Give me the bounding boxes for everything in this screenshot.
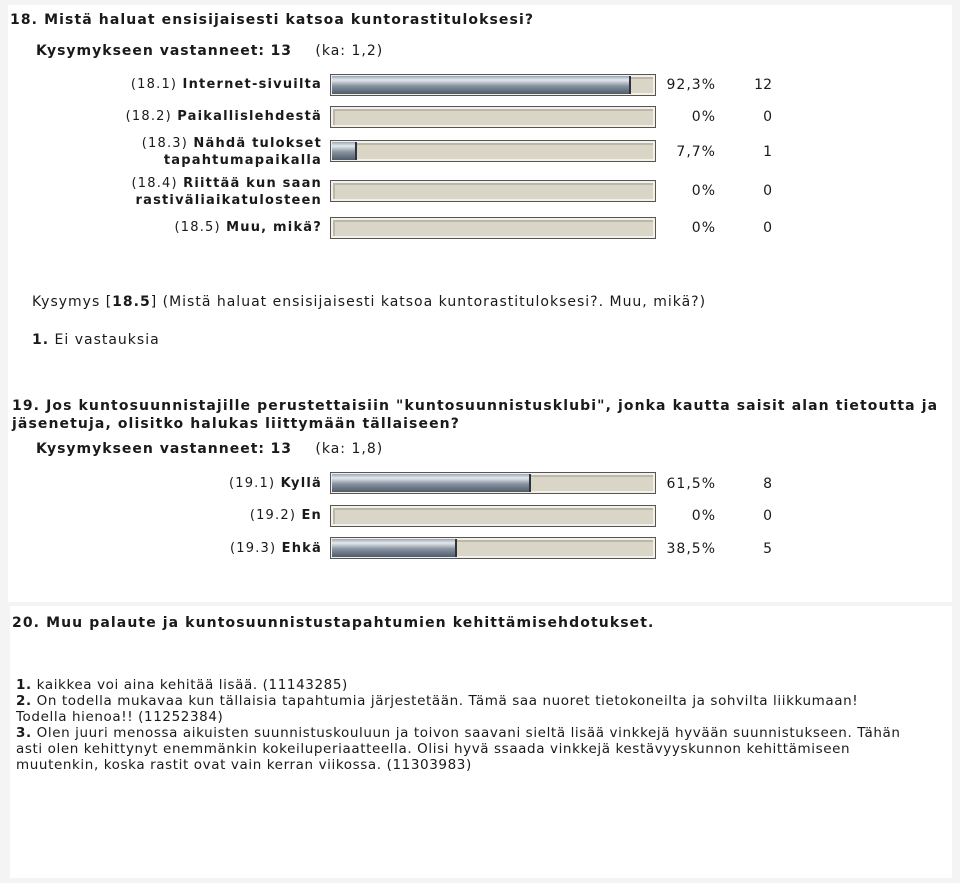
question-19-title-line1: 19. Jos kuntosuunnistajille perustettaisiin "kuntosuunnistusklubi", jonka kautta saisit alan tietoutta ja [12, 398, 939, 414]
option-18-2-percent: 0% [691, 109, 716, 125]
option-18-4-bar [330, 180, 656, 202]
option-19-3-bar-fill [332, 539, 457, 557]
response-text: Olen juuri menossa aikuisten suunnistuskouluun ja toivon saavani sieltä lisää vinkkejä hyvään suunnistukseen. Tähän asti olen kehittynyt enemmänkin kokeiluperiaatteella. Olisi hyvä ssaada vinkkejä kestävyyskunnon kehittämiseen muutenkin, koska rastit ovat vain kerran viikossa. (11303983) [16, 725, 901, 773]
respondents-count: 13 [270, 43, 292, 59]
option-19-1-percent: 61,5% [666, 476, 716, 492]
option-18-5-label [16, 219, 322, 236]
option-code: (18.5) [174, 220, 221, 235]
option-19-3-count: 5 [763, 541, 772, 557]
option-18-1-percent: 92,3% [666, 77, 716, 93]
option-19-1-bar [330, 472, 656, 494]
option-text: Paikallislehdestä [177, 109, 322, 124]
option-18-1-bar-fill [332, 76, 631, 94]
option-text: Ehkä [281, 541, 322, 556]
option-19-1-label [16, 475, 322, 492]
option-18-4-percent: 0% [691, 183, 716, 199]
option-18-4-count: 0 [763, 183, 772, 199]
response-1 [16, 677, 916, 693]
response-number: 1. [16, 677, 32, 693]
option-18-3-bar [330, 140, 656, 162]
option-code: (18.3) [141, 136, 189, 151]
respondents-count: 13 [270, 441, 292, 457]
respondents-label: Kysymykseen vastanneet: [36, 441, 265, 457]
option-19-3-label [16, 540, 322, 557]
sub-answer-text: Ei vastauksia [54, 332, 160, 348]
option-19-2-label [16, 507, 322, 524]
option-code: (19.2) [249, 508, 297, 523]
option-19-2-count: 0 [763, 508, 772, 524]
sub-question-18-5 [32, 294, 706, 310]
option-text: En [301, 508, 322, 523]
option-18-3-percent: 7,7% [676, 144, 716, 160]
option-18-3-label [16, 135, 322, 169]
option-18-2-label [16, 108, 322, 125]
option-18-2-count: 0 [763, 109, 772, 125]
sub-question-prefix: Kysymys [ [32, 294, 113, 310]
option-18-3-bar-fill [332, 142, 357, 160]
option-18-5-percent: 0% [691, 220, 716, 236]
option-code: (19.1) [228, 476, 276, 491]
response-number: 2. [16, 693, 32, 709]
option-18-5-bar [330, 217, 656, 239]
question-18-title: 18. Mistä haluat ensisijaisesti katsoa kuntorastituloksesi? [10, 12, 535, 28]
option-18-1-label [16, 76, 322, 93]
option-code: (18.1) [130, 77, 178, 92]
option-code: (18.2) [125, 109, 172, 124]
option-18-4-label [16, 175, 322, 209]
option-code: (19.3) [230, 541, 277, 556]
question-19-respondents [36, 441, 383, 457]
question-19-title-line2: jäsenetuja, olisitko halukas liittymään tällaiseen? [12, 416, 460, 432]
option-19-2-percent: 0% [691, 508, 716, 524]
option-19-1-count: 8 [763, 476, 772, 492]
option-text-line1: Nähdä tulokset [193, 136, 322, 151]
option-text-line2: tapahtumapaikalla [163, 153, 322, 168]
question-20-title: 20. Muu palaute ja kuntosuunnistustapahtumien kehittämisehdotukset. [12, 615, 655, 631]
option-code: (18.4) [131, 176, 178, 191]
option-19-3-percent: 38,5% [666, 541, 716, 557]
response-3 [16, 725, 906, 773]
option-text: Muu, mikä? [226, 220, 322, 235]
option-text: Internet-sivuilta [182, 77, 322, 92]
sub-question-suffix: ] (Mistä haluat ensisijaisesti katsoa kuntorastituloksesi?. Muu, mikä?) [150, 294, 707, 310]
option-text-line2: rastiväliaikatulosteen [135, 193, 322, 208]
option-18-5-count: 0 [763, 220, 772, 236]
response-text: On todella mukavaa kun tällaisia tapahtumia järjestetään. Tämä saa nuoret tietokoneilta ja sohvilta liikkumaan! Todella hienoa!! (11252384) [16, 693, 859, 725]
option-18-2-bar [330, 106, 656, 128]
option-18-1-bar [330, 74, 656, 96]
average-value: (ka: 1,2) [315, 43, 384, 59]
option-19-3-bar [330, 537, 656, 559]
option-19-1-bar-fill [332, 474, 531, 492]
average-value: (ka: 1,8) [315, 441, 384, 457]
respondents-label: Kysymykseen vastanneet: [36, 43, 265, 59]
sub-answer-number: 1. [32, 332, 50, 348]
response-number: 3. [16, 725, 32, 741]
response-2 [16, 693, 866, 725]
option-18-1-count: 12 [754, 77, 772, 93]
option-19-2-bar [330, 505, 656, 527]
option-text-line1: Riittää kun saan [183, 176, 322, 191]
sub-question-code: 18.5 [112, 294, 151, 310]
question-18-respondents [36, 43, 383, 59]
option-18-3-count: 1 [763, 144, 772, 160]
sub-answer [32, 332, 160, 348]
option-text: Kyllä [280, 476, 322, 491]
response-text: kaikkea voi aina kehitää lisää. (11143285) [36, 677, 348, 693]
